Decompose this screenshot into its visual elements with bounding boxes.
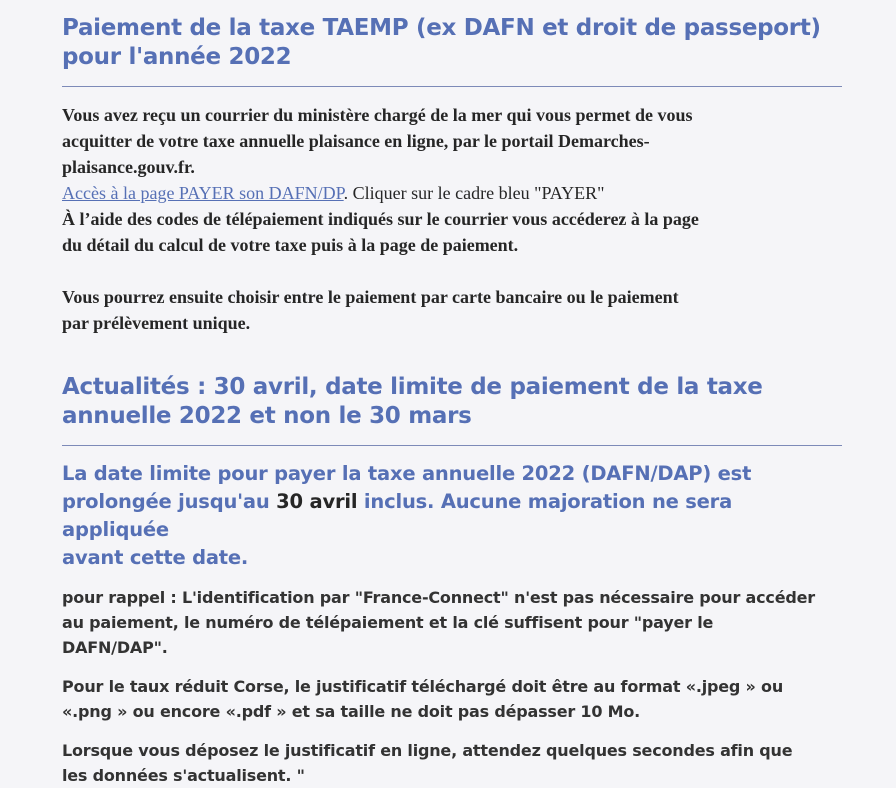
- corse-line: Pour le taux réduit Corse, le justificatif téléchargé doit être au format «.jpeg » ou: [62, 677, 784, 696]
- depot-line: Lorsque vous déposez le justificatif en ligne, attendez quelques secondes afin que: [62, 741, 793, 760]
- title-divider: [62, 445, 842, 446]
- deadline-announcement: [62, 460, 842, 572]
- title-divider: [62, 86, 842, 87]
- payer-dafn-link[interactable]: Accès à la page PAYER son DAFN/DP: [62, 183, 344, 203]
- title-line: annuelle 2022 et non le 30 mars: [62, 403, 472, 429]
- payment-line: Vous pourrez ensuite choisir entre le paiement par carte bancaire ou le paiement: [62, 287, 679, 307]
- depot-line: les données s'actualisent. ": [62, 766, 305, 785]
- intro-line: plaisance.gouv.fr.: [62, 157, 195, 177]
- rappel-line: pour rappel : L'identification par "France-Connect" n'est pas nécessaire pour accéder: [62, 588, 815, 607]
- codes-line: du détail du calcul de votre taxe puis à la page de paiement.: [62, 235, 519, 255]
- link-instruction: . Cliquer sur le cadre bleu "PAYER": [343, 183, 605, 203]
- article-content: [62, 14, 842, 788]
- title-line: Actualités : 30 avril, date limite de paiement de la taxe: [62, 374, 763, 400]
- lead-line: La date limite pour payer la taxe annuelle 2022 (DAFN/DAP) est: [62, 462, 752, 485]
- corse-line: «.png » ou encore «.pdf » et sa taille ne doit pas dépasser 10 Mo.: [62, 702, 641, 721]
- section-title-news: [62, 373, 842, 431]
- title-line: pour l'année 2022: [62, 44, 292, 70]
- lead-line: prolongée jusqu'au: [62, 490, 277, 513]
- payment-options-paragraph: [62, 284, 842, 336]
- intro-line: Vous avez reçu un courrier du ministère chargé de la mer qui vous permet de vous: [62, 105, 693, 125]
- lead-line: inclus. Aucune majoration ne sera appliquée: [62, 490, 733, 541]
- deadline-date: 30 avril: [276, 490, 358, 513]
- rappel-line: DAFN/DAP".: [62, 638, 168, 657]
- corse-paragraph: [62, 674, 842, 724]
- rappel-paragraph: [62, 585, 842, 660]
- intro-line: acquitter de votre taxe annuelle plaisance en ligne, par le portail Demarches-: [62, 131, 650, 151]
- title-line: Paiement de la taxe TAEMP (ex DAFN et droit de passeport): [62, 15, 821, 41]
- payment-line: par prélèvement unique.: [62, 313, 251, 333]
- rappel-line: au paiement, le numéro de télépaiement et la clé suffisent pour "payer le: [62, 613, 714, 632]
- intro-paragraph: [62, 102, 842, 258]
- section-title-payment: [62, 14, 842, 72]
- codes-line: À l’aide des codes de télépaiement indiqués sur le courrier vous accéderez à la page: [62, 209, 699, 229]
- lead-line: avant cette date.: [62, 546, 249, 569]
